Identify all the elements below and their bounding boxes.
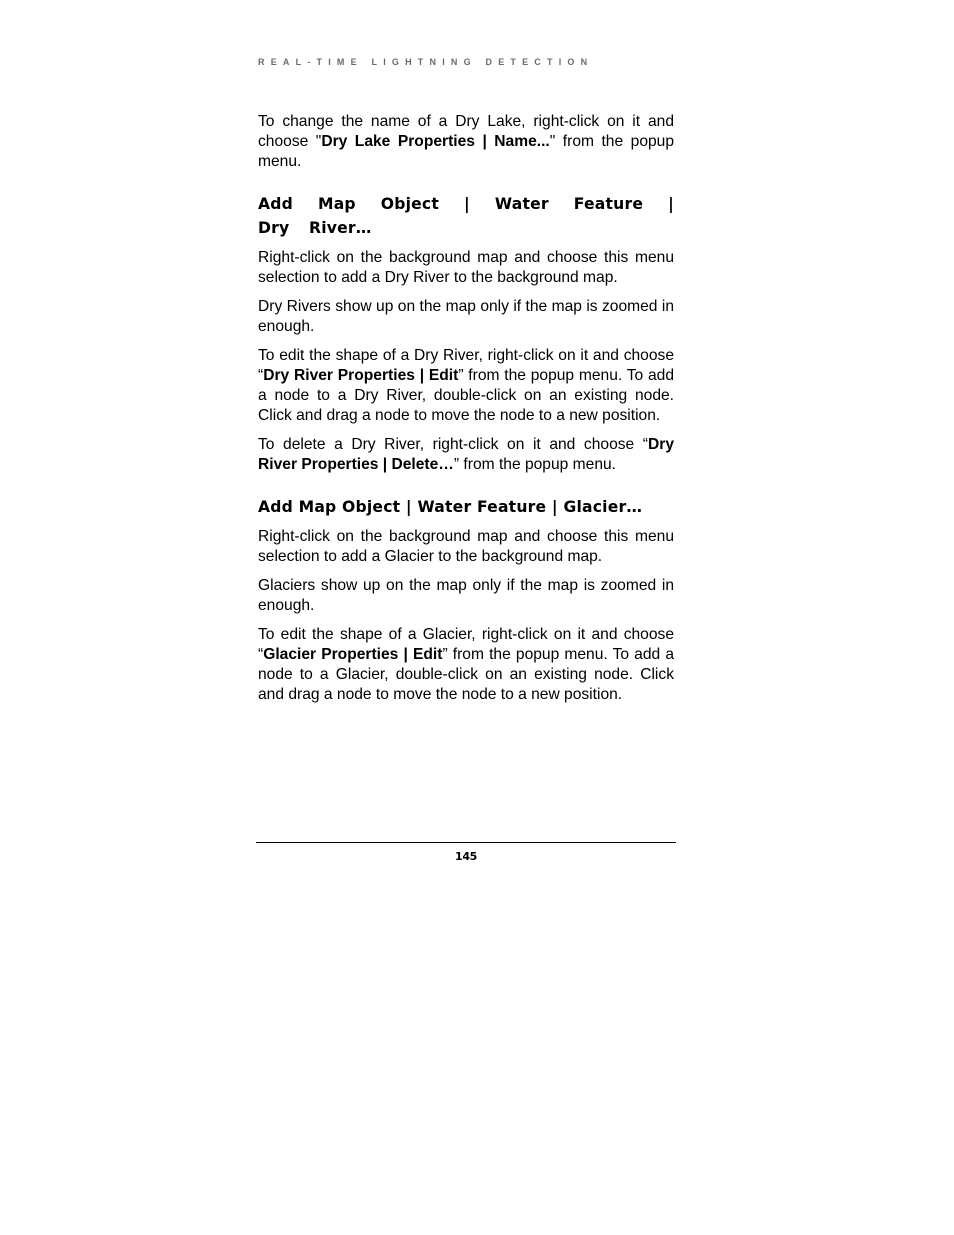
- dry-river-edit-paragraph: [258, 346, 674, 426]
- dry-river-zoom-paragraph: Dry Rivers show up on the map only if the map is zoomed in enough.: [258, 298, 674, 335]
- menu-command-text: Dry Lake Properties | Name...: [321, 133, 550, 150]
- menu-command-text: Dry River Properties | Delete…: [258, 436, 674, 473]
- section-heading-dry-river: Add Map Object | Water Feature | Dry River…: [258, 195, 674, 237]
- text-run: ” from the popup menu. To add a node to a Dry River, double-click on an existing node. Click and drag a node to move the node to a new position.: [258, 367, 674, 424]
- text-run: " from the popup menu.: [258, 133, 675, 170]
- text-run: ” from the popup menu.: [453, 456, 616, 473]
- text-run: To edit the shape of a Dry River, right-click on it and choose “: [258, 347, 674, 384]
- section-heading-glacier: Add Map Object | Water Feature | Glacier…: [258, 498, 643, 516]
- text-run: To change the name of a Dry Lake, right-click on it and choose ": [258, 113, 674, 150]
- glacier-zoom-paragraph: Glaciers show up on the map only if the map is zoomed in enough.: [258, 577, 674, 614]
- text-run: To edit the shape of a Glacier, right-click on it and choose “: [258, 626, 674, 663]
- running-header: REAL-TIME LIGHTNING DETECTION: [258, 57, 594, 67]
- glacier-edit-paragraph: [258, 625, 674, 705]
- glacier-add-paragraph: Right-click on the background map and choose this menu selection to add a Glacier to the background map.: [258, 528, 674, 565]
- text-run: ” from the popup menu. To add a node to a Glacier, double-click on an existing node. Click and drag a node to move the node to a new position.: [258, 646, 675, 703]
- page-body: [258, 112, 674, 714]
- dry-river-delete-paragraph: [258, 435, 674, 475]
- text-run: To delete a Dry River, right-click on it and choose “: [258, 436, 648, 453]
- footer-divider: [256, 842, 676, 843]
- dry-river-add-paragraph: Right-click on the background map and choose this menu selection to add a Dry River to the background map.: [258, 249, 674, 286]
- dry-lake-rename-paragraph: [258, 112, 674, 172]
- menu-command-text: Glacier Properties | Edit: [263, 646, 443, 663]
- menu-command-text: Dry River Properties | Edit: [263, 367, 459, 384]
- page-number: 145: [454, 850, 478, 863]
